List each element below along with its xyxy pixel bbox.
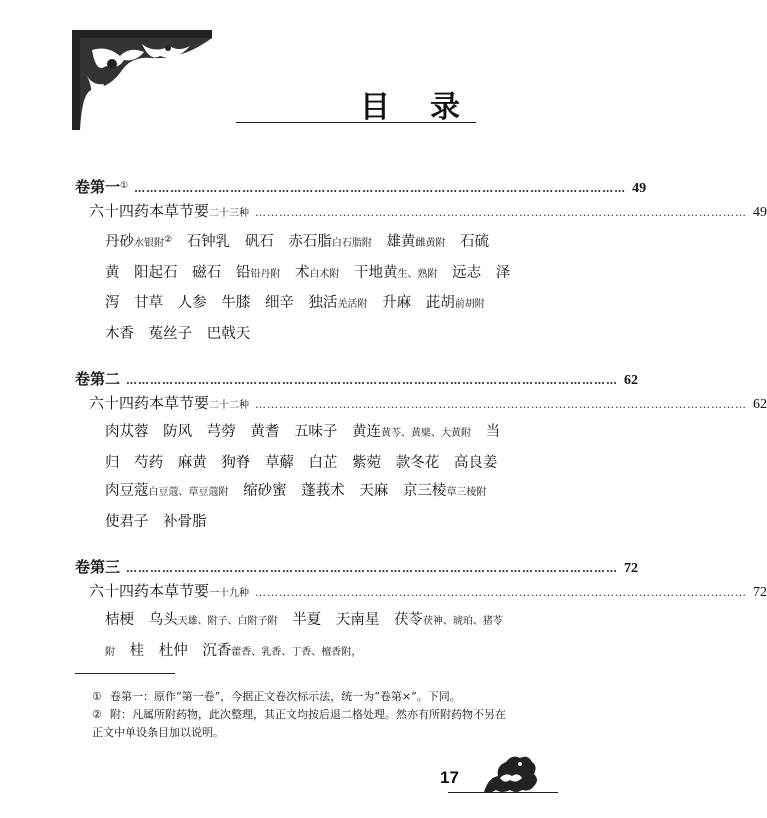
herb-item[interactable] xyxy=(130,643,145,659)
herb-name: 天麻 xyxy=(359,483,389,499)
herb-item[interactable] xyxy=(387,234,446,250)
herb-name: 干地黄 xyxy=(354,264,398,281)
herb-name: 芎䓖 xyxy=(206,424,236,440)
herb-item[interactable] xyxy=(221,455,250,471)
herb-item[interactable] xyxy=(192,265,221,281)
toc-volume-entry[interactable] xyxy=(75,368,639,392)
herb-name: 阳起石 xyxy=(134,264,178,281)
herb-name: 使君子 xyxy=(105,513,149,530)
herb-name: 升麻 xyxy=(382,295,412,311)
herb-item[interactable] xyxy=(105,234,172,250)
herb-name: 泽泻 xyxy=(105,264,511,311)
herb-item[interactable] xyxy=(105,483,229,499)
section-count: 二十三种 xyxy=(209,208,250,219)
herb-name: 狗脊 xyxy=(221,454,251,471)
herb-name: 甘草 xyxy=(134,295,164,311)
footnote-text: 附：凡属所附药物，此次整理，其正文均按后退二格处理。然亦有所附药物不另在正文中单设条目加以说明。 xyxy=(92,708,506,739)
herb-name: 款冬花 xyxy=(395,454,440,471)
herb-item[interactable] xyxy=(301,483,345,499)
herb-item[interactable] xyxy=(295,265,340,281)
section-count: 二十二种 xyxy=(209,400,250,411)
herb-item[interactable] xyxy=(202,643,361,659)
herb-item[interactable] xyxy=(265,455,294,471)
herb-annotation: 生、熟附 xyxy=(397,268,438,280)
herb-item[interactable] xyxy=(134,295,163,311)
leader-dots: …………………………………………………………………………………………………………… xyxy=(134,182,627,195)
volume-gap xyxy=(75,348,513,368)
herb-item[interactable] xyxy=(354,265,438,281)
herb-list xyxy=(75,606,513,667)
footnote-mark: ① xyxy=(92,690,102,703)
herb-name: 远志 xyxy=(452,264,482,281)
toc-volume-entry[interactable] xyxy=(75,176,647,200)
herb-name: 独活 xyxy=(308,295,338,311)
footnote-1 xyxy=(92,688,514,706)
herb-name: 乌头 xyxy=(148,612,178,628)
herb-name: 防风 xyxy=(163,424,193,440)
herb-item[interactable] xyxy=(426,295,485,311)
herb-annotation: 白术附 xyxy=(309,268,340,280)
table-of-contents xyxy=(75,176,767,667)
herb-annotation: 天雄、附子、白附子附 xyxy=(177,616,278,627)
volume-title: 卷第一① xyxy=(75,178,129,196)
herb-annotation: 藿香、乳香、丁香、檀香附， xyxy=(231,646,362,658)
herb-item[interactable] xyxy=(294,424,338,440)
herb-item[interactable] xyxy=(236,265,281,281)
herb-name: 茯苓 xyxy=(393,612,423,628)
herb-annotation: 雌黄附 xyxy=(415,238,446,249)
herb-name: 石钟乳 xyxy=(186,234,231,250)
herb-name: 菟丝子 xyxy=(148,325,193,342)
herb-annotation: 草三棱附 xyxy=(446,487,487,498)
page-ref: 49 xyxy=(632,181,647,196)
herb-item[interactable] xyxy=(134,455,163,471)
herb-item[interactable] xyxy=(336,612,380,628)
herb-annotation: 水银附 xyxy=(134,238,164,249)
herb-item[interactable] xyxy=(352,424,471,440)
herb-item[interactable] xyxy=(309,455,338,471)
leader-dots: …………………………………………………………………………………………………………… xyxy=(126,562,619,575)
herb-annotation: 铅丹附 xyxy=(250,268,281,280)
herb-item[interactable] xyxy=(149,326,193,342)
herb-name: 人参 xyxy=(177,295,207,311)
herb-item[interactable] xyxy=(187,234,231,250)
herb-annotation: 前胡附 xyxy=(454,299,485,310)
herb-name: 半夏 xyxy=(292,612,322,628)
leader-dots: …………………………………………………………………………………………………………… xyxy=(255,398,748,411)
herb-item[interactable] xyxy=(163,514,207,530)
herb-name: 缩砂蜜 xyxy=(243,483,287,499)
herb-annotation: 白豆蔻、草豆蔻附 xyxy=(148,487,229,498)
herb-item[interactable] xyxy=(105,424,149,440)
section-count: 一十九种 xyxy=(209,588,250,599)
herb-name: 巴戟天 xyxy=(206,325,251,342)
herb-name: 京三棱 xyxy=(402,483,447,499)
toc-section-entry[interactable] xyxy=(75,200,767,226)
page-number: 17 xyxy=(440,768,459,787)
herb-name: 沉香 xyxy=(202,642,232,659)
herb-item[interactable] xyxy=(207,424,236,440)
herb-name: 补骨脂 xyxy=(163,513,207,530)
toc-section-entry[interactable] xyxy=(75,392,767,418)
page-ref: 49 xyxy=(753,205,767,220)
herb-item[interactable] xyxy=(149,612,278,628)
toc-section-entry[interactable] xyxy=(75,580,767,606)
herb-name: 黄耆 xyxy=(250,424,280,440)
herb-item[interactable] xyxy=(292,612,321,628)
herb-item[interactable] xyxy=(359,483,388,499)
herb-item[interactable] xyxy=(265,295,294,311)
herb-list xyxy=(75,226,513,348)
herb-name: 桂 xyxy=(129,642,145,659)
footnote-2 xyxy=(92,706,514,742)
herb-item[interactable] xyxy=(288,234,372,250)
herb-name: 五味子 xyxy=(293,424,338,440)
herb-item[interactable] xyxy=(243,483,287,499)
herb-item[interactable] xyxy=(105,514,149,530)
herb-item[interactable] xyxy=(105,612,134,628)
herb-item[interactable] xyxy=(221,295,250,311)
page-ref: 62 xyxy=(753,397,767,412)
herb-name: 肉苁蓉 xyxy=(105,424,149,440)
herb-name: 蓬莪术 xyxy=(301,483,345,499)
herb-name: 丹砂 xyxy=(105,234,134,250)
herb-name: 杜仲 xyxy=(158,642,188,659)
footnote-mark: ① xyxy=(120,181,129,191)
footnote-mark: ② xyxy=(164,235,173,245)
volume-title: 卷第二 xyxy=(75,370,121,388)
herb-item[interactable] xyxy=(250,424,279,440)
herb-item[interactable] xyxy=(105,326,134,342)
herb-item[interactable] xyxy=(454,455,498,471)
herb-name: 黄连 xyxy=(352,424,382,440)
herb-name: 高良姜 xyxy=(453,454,498,471)
herb-item[interactable] xyxy=(403,483,487,499)
herb-name: 紫菀 xyxy=(352,454,382,471)
herb-name: 麻黄 xyxy=(177,454,207,471)
herb-name: 赤石脂 xyxy=(288,234,332,250)
herb-annotation: 白石脂附 xyxy=(331,238,372,249)
leader-dots: …………………………………………………………………………………………………………… xyxy=(126,374,619,387)
herb-annotation: 羌活附 xyxy=(337,299,368,310)
herb-list xyxy=(75,418,513,536)
volume-gap xyxy=(75,536,513,556)
section-title: 六十四药本草节要一十九种 xyxy=(89,582,250,600)
page-ref: 72 xyxy=(753,585,767,600)
dragon-ornament-icon xyxy=(480,752,540,796)
page-ref: 72 xyxy=(624,561,639,576)
herb-name: 铅 xyxy=(235,264,251,281)
herb-name: 草薢 xyxy=(264,454,294,471)
herb-item[interactable] xyxy=(207,326,251,342)
herb-name: 磁石 xyxy=(192,264,222,281)
corner-ornament-icon xyxy=(72,30,212,130)
herb-name: 矾石 xyxy=(244,234,274,250)
herb-item[interactable] xyxy=(309,295,368,311)
herb-item[interactable] xyxy=(452,265,481,281)
herb-name: 肉豆蔻 xyxy=(105,483,149,499)
herb-name: 天南星 xyxy=(335,612,380,628)
footnote-text: 卷第一：原作“第一卷”，今据正文卷次标示法，统一为“卷第×”。下同。 xyxy=(110,690,461,703)
herb-name: 芍药 xyxy=(134,454,164,471)
herb-name: 茈胡 xyxy=(425,295,455,311)
herb-item[interactable] xyxy=(159,643,188,659)
herb-annotation: 黄芩、黄檗、大黄附 xyxy=(381,428,472,439)
footnote-mark: ② xyxy=(92,708,102,721)
herb-item[interactable] xyxy=(163,424,192,440)
herb-name: 木香 xyxy=(105,325,134,342)
herb-item[interactable] xyxy=(382,295,411,311)
title-underline xyxy=(236,122,476,123)
herb-annotation: 茯神、琥珀、猪苓附 xyxy=(105,616,503,658)
leader-dots: …………………………………………………………………………………………………………… xyxy=(255,586,748,599)
herb-name: 当归 xyxy=(105,424,501,471)
herb-name: 桔梗 xyxy=(105,612,134,628)
herb-item[interactable] xyxy=(178,455,207,471)
herb-name: 术 xyxy=(294,264,310,281)
herb-name: 雄黄 xyxy=(386,234,416,250)
herb-item[interactable] xyxy=(245,234,274,250)
footnote-divider xyxy=(75,673,175,674)
page-title: 目录 xyxy=(360,90,500,125)
section-title: 六十四药本草节要二十三种 xyxy=(89,202,250,220)
herb-name: 牛膝 xyxy=(221,295,251,311)
herb-item[interactable] xyxy=(134,265,178,281)
herb-item[interactable] xyxy=(352,455,381,471)
herb-item[interactable] xyxy=(178,295,207,311)
herb-item[interactable] xyxy=(396,455,440,471)
herb-name: 石硫黄 xyxy=(105,234,490,281)
herb-name: 细辛 xyxy=(264,295,294,311)
herb-name: 白芷 xyxy=(308,454,338,471)
page-ref: 62 xyxy=(624,373,639,388)
volume-title: 卷第三 xyxy=(75,558,121,576)
footnotes xyxy=(92,688,514,742)
leader-dots: …………………………………………………………………………………………………………… xyxy=(255,206,748,219)
section-title: 六十四药本草节要二十二种 xyxy=(89,394,250,412)
toc-volume-entry[interactable] xyxy=(75,556,639,580)
